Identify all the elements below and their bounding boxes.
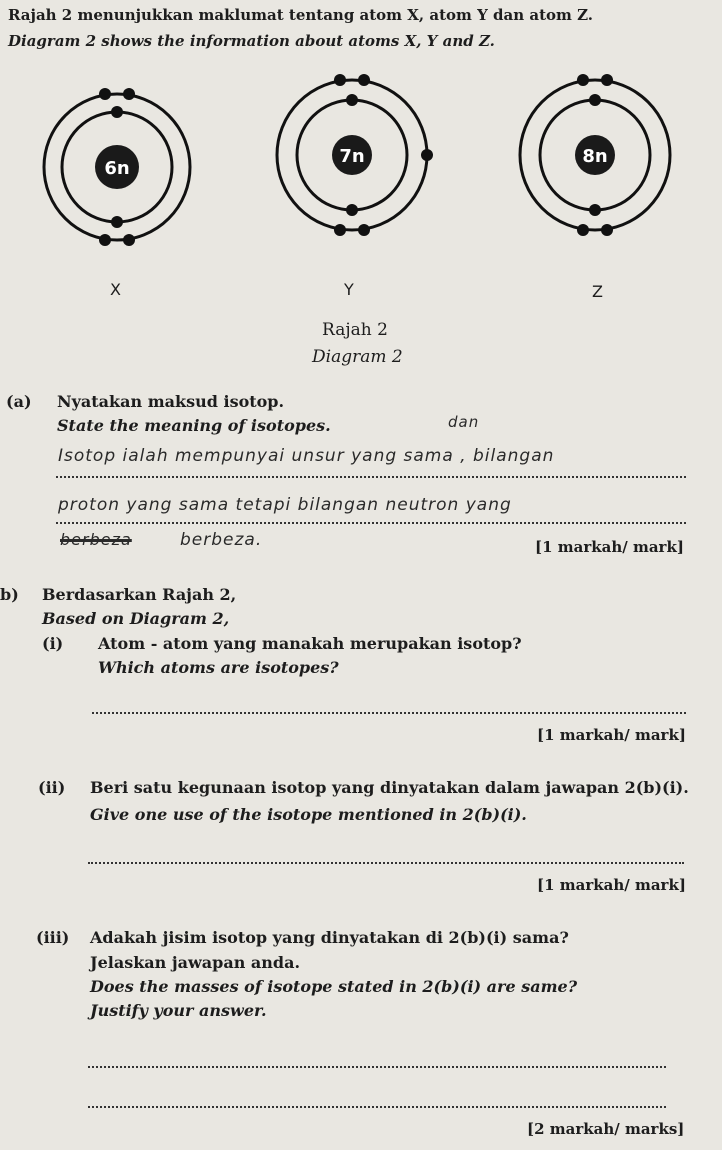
atom-z-nucleus-label: 8n (582, 146, 608, 167)
electron (358, 74, 370, 86)
electron (358, 224, 370, 236)
electron (346, 94, 358, 106)
q3-malay-line2: Jelaskan jawapan anda. (90, 953, 301, 972)
atom-x-label: X (110, 280, 121, 299)
part-b-label: b) (0, 585, 19, 604)
diagram-caption-malay: Rajah 2 (322, 320, 388, 340)
atom-y (277, 74, 433, 236)
q1-mark: [1 markah/ mark] (537, 726, 686, 744)
part-a-answer-line2: proton yang sama tetapi bilangan neutron yang (58, 495, 512, 515)
q3-malay-line1: Adakah jisim isotop yang dinyatakan di 2(b)(i) sama? (90, 928, 569, 947)
electron (123, 88, 135, 100)
electron (601, 74, 613, 86)
atom-y-label: Y (344, 280, 354, 299)
electron (577, 74, 589, 86)
atom-x (44, 88, 190, 246)
electron (334, 74, 346, 86)
q1-label: (i) (42, 634, 64, 653)
atom-x-nucleus-label: 6n (104, 158, 130, 179)
electron (123, 234, 135, 246)
electron (589, 204, 601, 216)
q1-english: Which atoms are isotopes? (98, 658, 339, 677)
answer-line (88, 1066, 666, 1068)
electron (346, 204, 358, 216)
q2-english: Give one use of the isotope mentioned in 2(b)(i). (90, 805, 527, 824)
answer-line (56, 522, 686, 524)
electron (111, 216, 123, 228)
answer-line (88, 862, 684, 864)
electron (577, 224, 589, 236)
q2-malay: Beri satu kegunaan isotop yang dinyatakan dalam jawapan 2(b)(i). (90, 778, 689, 797)
part-a-english: State the meaning of isotopes. (57, 416, 331, 435)
q2-label: (ii) (38, 778, 66, 797)
part-a-label: (a) (6, 392, 32, 411)
q3-label: (iii) (36, 928, 70, 947)
q3-english-line1: Does the masses of isotope stated in 2(b)(i) are same? (90, 977, 578, 996)
diagram-caption-english: Diagram 2 (312, 347, 403, 367)
q3-mark: [2 markah/ marks] (527, 1120, 685, 1138)
intro-english: Diagram 2 shows the information about atoms X, Y and Z. (8, 32, 495, 50)
part-b-malay: Berdasarkan Rajah 2, (42, 585, 237, 604)
electron (334, 224, 346, 236)
atom-y-nucleus-label: 7n (339, 146, 365, 167)
q2-mark: [1 markah/ mark] (537, 876, 686, 894)
atom-z (520, 74, 670, 236)
part-b-english: Based on Diagram 2, (42, 609, 230, 628)
q3-english-line2: Justify your answer. (90, 1001, 267, 1020)
electron (601, 224, 613, 236)
part-a-malay: Nyatakan maksud isotop. (57, 392, 285, 411)
electron (589, 94, 601, 106)
part-a-answer-note: dan (448, 413, 480, 431)
q1-malay: Atom - atom yang manakah merupakan isotop? (98, 634, 522, 653)
part-a-answer-line1: Isotop ialah mempunyai unsur yang sama , bilangan (58, 446, 555, 466)
answer-line (88, 1106, 666, 1108)
electron (99, 88, 111, 100)
part-a-answer-line3: berbeza. (180, 530, 263, 550)
electron (421, 149, 433, 161)
answer-line (92, 712, 686, 714)
part-a-answer-struck: berbeza (60, 530, 132, 549)
intro-malay: Rajah 2 menunjukkan maklumat tentang atom X, atom Y dan atom Z. (8, 6, 594, 24)
electron (111, 106, 123, 118)
answer-line (56, 476, 686, 478)
electron (99, 234, 111, 246)
part-a-mark: [1 markah/ mark] (535, 538, 684, 556)
atom-z-label: Z (592, 282, 603, 301)
atom-diagram (0, 60, 722, 320)
